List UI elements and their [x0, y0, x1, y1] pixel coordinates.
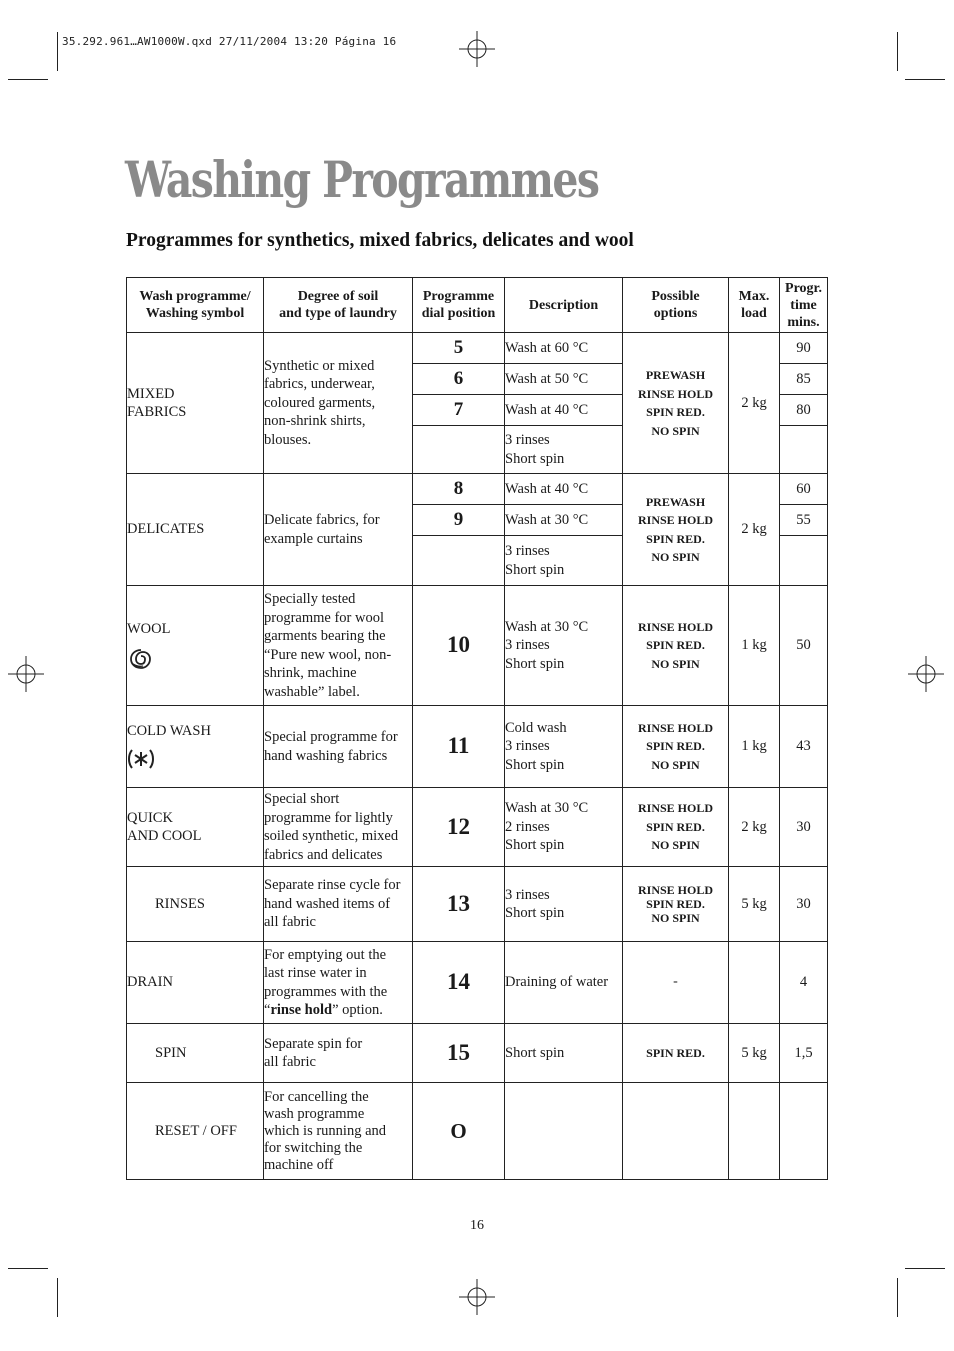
- table-row: [127, 1024, 828, 1083]
- possible-options: RINSE HOLD SPIN RED. NO SPIN: [623, 788, 729, 867]
- table-row: [127, 706, 828, 788]
- dial-position: 9: [413, 505, 505, 536]
- programme-time: 60: [780, 474, 828, 505]
- header-load: Max. load: [729, 278, 780, 333]
- programme-time: 4: [780, 942, 828, 1024]
- programmes-table: [126, 277, 828, 1180]
- cold-wash-symbol-icon: [127, 747, 155, 771]
- programme-time: 43: [780, 706, 828, 788]
- programme-time: 50: [780, 586, 828, 706]
- dial-position: 7: [413, 395, 505, 426]
- max-load: 2 kg: [729, 788, 780, 867]
- registration-mark-icon: [459, 31, 495, 67]
- max-load: 5 kg: [729, 867, 780, 942]
- description: Short spin: [505, 1024, 623, 1083]
- possible-options: -: [623, 942, 729, 1024]
- header-dial: Programme dial position: [413, 278, 505, 333]
- max-load: [729, 1083, 780, 1180]
- description: Wash at 30 °C 3 rinses Short spin: [505, 586, 623, 706]
- header-description: Description: [505, 278, 623, 333]
- programme-time: 90: [780, 333, 828, 364]
- registration-mark-icon: [459, 1279, 495, 1315]
- programme-name: WOOL: [127, 586, 264, 706]
- max-load: 2 kg: [729, 474, 780, 586]
- description: Wash at 30 °C: [505, 505, 623, 536]
- table-row: [127, 586, 828, 706]
- table-row: [127, 942, 828, 1024]
- possible-options: RINSE HOLD SPIN RED. NO SPIN: [623, 706, 729, 788]
- programme-name: COLD WASH: [127, 706, 264, 788]
- possible-options: [623, 1083, 729, 1180]
- max-load: [729, 942, 780, 1024]
- programme-time: [780, 536, 828, 586]
- programme-time: 85: [780, 364, 828, 395]
- crop-mark: [8, 79, 48, 80]
- possible-options: SPIN RED.: [623, 1024, 729, 1083]
- possible-options: RINSE HOLD SPIN RED. NO SPIN: [623, 867, 729, 942]
- description: Wash at 30 °C 2 rinses Short spin: [505, 788, 623, 867]
- programme-name: DELICATES: [127, 474, 264, 586]
- registration-mark-icon: [908, 656, 944, 692]
- description: 3 rinses Short spin: [505, 426, 623, 474]
- soil-description: Separate spin for all fabric: [264, 1024, 413, 1083]
- soil-description: Synthetic or mixed fabrics, underwear, coloured garments, non-shrink shirts, blouses.: [264, 333, 413, 474]
- description: 3 rinses Short spin: [505, 536, 623, 586]
- programme-time: 30: [780, 788, 828, 867]
- max-load: 2 kg: [729, 333, 780, 474]
- page-number: 16: [470, 1218, 484, 1233]
- table-row: [127, 333, 828, 364]
- crop-mark: [8, 1268, 48, 1269]
- dial-position: 15: [413, 1024, 505, 1083]
- crop-mark: [57, 32, 58, 71]
- section-subtitle: Programmes for synthetics, mixed fabrics, delicates and wool: [126, 230, 634, 251]
- dial-position: 10: [413, 586, 505, 706]
- possible-options: PREWASH RINSE HOLD SPIN RED. NO SPIN: [623, 333, 729, 474]
- programme-name: MIXED FABRICS: [127, 333, 264, 474]
- possible-options: PREWASH RINSE HOLD SPIN RED. NO SPIN: [623, 474, 729, 586]
- table-row: [127, 474, 828, 505]
- crop-mark: [905, 79, 945, 80]
- description: Wash at 40 °C: [505, 474, 623, 505]
- description: Cold wash 3 rinses Short spin: [505, 706, 623, 788]
- description: Wash at 40 °C: [505, 395, 623, 426]
- programme-time: [780, 1083, 828, 1180]
- header-soil: Degree of soil and type of laundry: [264, 278, 413, 333]
- soil-description: For emptying out the last rinse water in programmes with the “rinse hold” option.: [264, 942, 413, 1024]
- programme-name: DRAIN: [127, 942, 264, 1024]
- registration-mark-icon: [8, 656, 44, 692]
- programme-time: 80: [780, 395, 828, 426]
- dial-position: 5: [413, 333, 505, 364]
- description: [505, 1083, 623, 1180]
- programme-time: [780, 426, 828, 474]
- description: 3 rinses Short spin: [505, 867, 623, 942]
- soil-description: Separate rinse cycle for hand washed items of all fabric: [264, 867, 413, 942]
- crop-mark: [57, 1278, 58, 1317]
- crop-mark: [897, 32, 898, 71]
- header-programme: Wash programme/ Washing symbol: [127, 278, 264, 333]
- dial-position: [413, 536, 505, 586]
- table-row: [127, 1083, 828, 1180]
- description: Wash at 60 °C: [505, 333, 623, 364]
- file-header: 35.292.961…AW1000W.qxd 27/11/2004 13:20 Página 16: [62, 35, 397, 48]
- soil-description: Delicate fabrics, for example curtains: [264, 474, 413, 586]
- dial-position: 12: [413, 788, 505, 867]
- max-load: 5 kg: [729, 1024, 780, 1083]
- dial-position: 8: [413, 474, 505, 505]
- soil-description: Specially tested programme for wool garments bearing the “Pure new wool, non- shrink, machine washable” label.: [264, 586, 413, 706]
- max-load: 1 kg: [729, 706, 780, 788]
- wool-symbol-icon: [127, 647, 155, 671]
- crop-mark: [905, 1268, 945, 1269]
- dial-position: 14: [413, 942, 505, 1024]
- programme-time: 30: [780, 867, 828, 942]
- crop-mark: [897, 1278, 898, 1317]
- possible-options: RINSE HOLD SPIN RED. NO SPIN: [623, 586, 729, 706]
- programme-time: 55: [780, 505, 828, 536]
- programme-name: QUICK AND COOL: [127, 788, 264, 867]
- table-row: [127, 788, 828, 867]
- rinse-hold-emphasis: rinse hold: [270, 1002, 333, 1018]
- header-options: Possible options: [623, 278, 729, 333]
- dial-position: [413, 426, 505, 474]
- programme-name: RINSES: [127, 867, 264, 942]
- soil-description: Special programme for hand washing fabrics: [264, 706, 413, 788]
- dial-position: 6: [413, 364, 505, 395]
- dial-position: 11: [413, 706, 505, 788]
- soil-description: Special short programme for lightly soiled synthetic, mixed fabrics and delicates: [264, 788, 413, 867]
- programme-name: RESET / OFF: [127, 1083, 264, 1180]
- soil-description: For cancelling the wash programme which is running and for switching the machine off: [264, 1083, 413, 1180]
- dial-position: O: [413, 1083, 505, 1180]
- description: Draining of water: [505, 942, 623, 1024]
- page-title: Washing Programmes: [125, 150, 599, 209]
- programme-name: SPIN: [127, 1024, 264, 1083]
- programme-time: 1,5: [780, 1024, 828, 1083]
- dial-position: 13: [413, 867, 505, 942]
- table-row: [127, 867, 828, 942]
- max-load: 1 kg: [729, 586, 780, 706]
- table-header-row: [127, 278, 828, 333]
- description: Wash at 50 °C: [505, 364, 623, 395]
- header-time: Progr. time mins.: [780, 278, 828, 333]
